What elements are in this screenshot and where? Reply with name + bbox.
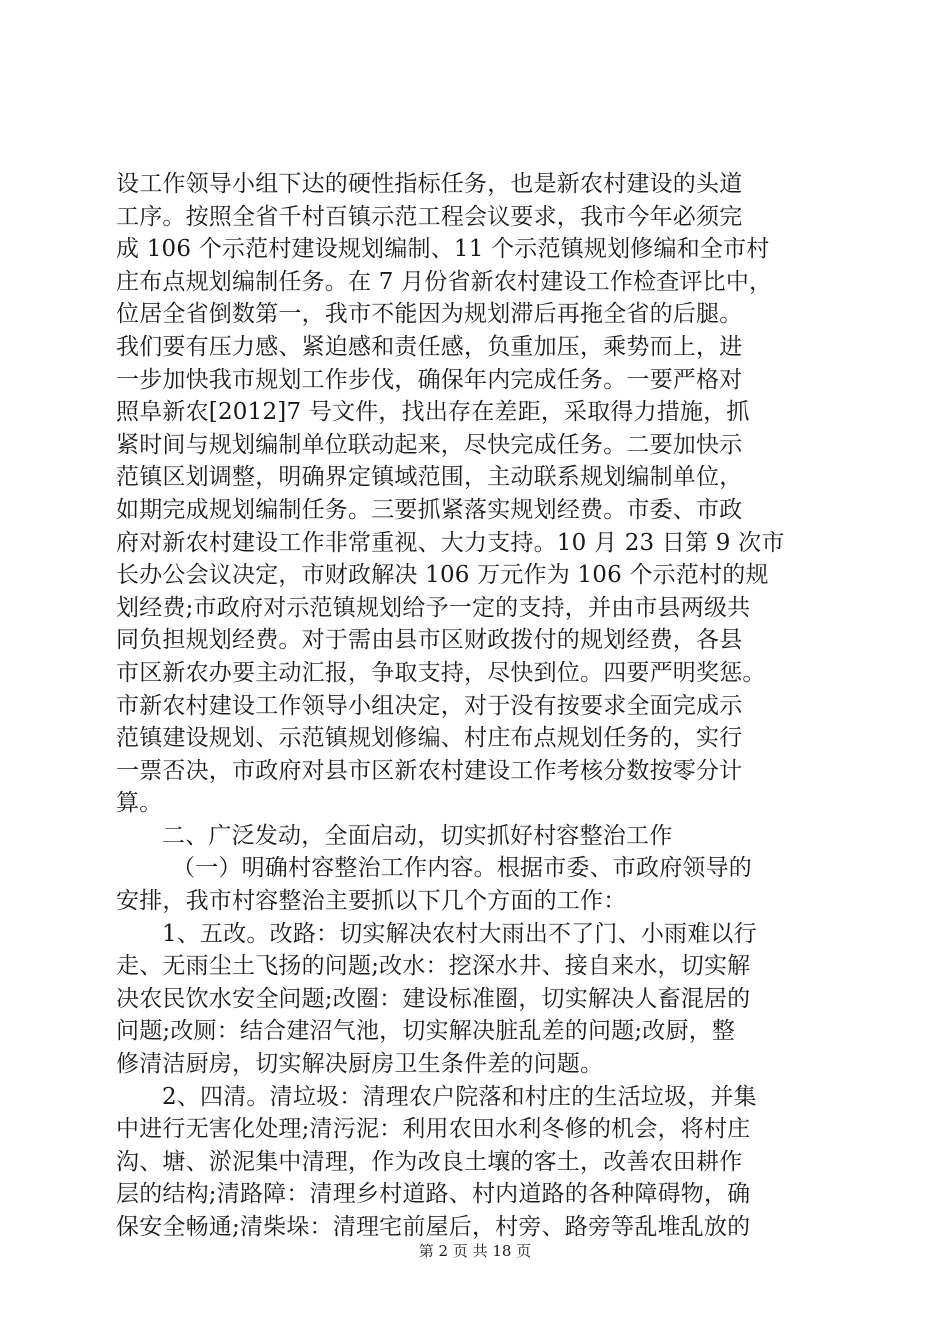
text-line: 一步加快我市规划工作步伐，确保年内完成任务。一要严格对 — [116, 366, 743, 393]
page-footer: 第 2 页 共 18 页 — [418, 1242, 532, 1260]
text-line: 如期完成规划编制任务。三要抓紧落实规划经费。市委、市政 — [116, 496, 743, 523]
text-line: 成 106 个示范村建设规划编制、11 个示范镇规划修编和全市村 — [116, 236, 770, 263]
text-line: 层的结构;清路障：清理乡村道路、村内道路的各种障碍物，确 — [116, 1181, 751, 1208]
text-line: 照阜新农[2012]7 号文件，找出存在差距，采取得力措施，抓 — [116, 399, 750, 426]
text-line: 走、无雨尘土飞扬的问题;改水：挖深水井、接自来水，切实解 — [116, 953, 751, 980]
text-line: 二、广泛发动，全面启动，切实抓好村容整治工作 — [162, 822, 673, 849]
text-line: 决农民饮水安全问题;改圈：建设标准圈，切实解决人畜混居的 — [116, 985, 751, 1012]
text-line: 市区新农办要主动汇报，争取支持，尽快到位。四要严明奖惩。 — [116, 659, 766, 686]
text-line: 沟、塘、淤泥集中清理，作为改良土壤的客土，改善农田耕作 — [116, 1148, 743, 1175]
text-line: 长办公会议决定，市财政解决 106 万元作为 106 个示范村的规 — [116, 562, 769, 589]
text-line: 一票否决，市政府对县市区新农村建设工作考核分数按零分计 — [116, 757, 743, 784]
text-line: 算。 — [116, 790, 163, 817]
text-line: 安排，我市村容整治主要抓以下几个方面的工作： — [116, 888, 627, 915]
text-line: 1、五改。改路：切实解决农村大雨出不了门、小雨难以行 — [162, 920, 757, 947]
text-line: 设工作领导小组下达的硬性指标任务，也是新农村建设的头道 — [116, 171, 743, 197]
text-line: 中进行无害化处理;清污泥：利用农田水利冬修的机会，将村庄 — [116, 1116, 751, 1143]
text-line: 位居全省倒数第一，我市不能因为规划滞后再拖全省的后腿。 — [116, 301, 743, 328]
text-line: 保安全畅通;清柴垛：清理宅前屋后，村旁、路旁等乱堆乱放的 — [116, 1214, 751, 1240]
text-line: 划经费;市政府对示范镇规划给予一定的支持，并由市县两级共 — [116, 594, 751, 621]
text-line: 2、四清。清垃圾：清理农户院落和村庄的生活垃圾，并集 — [162, 1083, 757, 1110]
text-line: 府对新农村建设工作非常重视、大力支持。10 月 23 日第 9 次市 — [116, 529, 785, 556]
text-line: 范镇区划调整，明确界定镇域范围，主动联系规划编制单位， — [116, 464, 743, 491]
text-line: 范镇建设规划、示范镇规划修编、村庄布点规划任务的，实行 — [116, 725, 743, 752]
text-line: 同负担规划经费。对于需由县市区财政拨付的规划经费，各县 — [116, 627, 743, 654]
text-line: 庄布点规划编制任务。在 7 月份省新农村建设工作检查评比中， — [116, 268, 773, 295]
text-line: （一）明确村容整治工作内容。根据市委、市政府领导的 — [172, 855, 752, 882]
text-line: 工序。按照全省千村百镇示范工程会议要求，我市今年必须完 — [116, 203, 743, 230]
document-body — [116, 168, 834, 1244]
text-line: 市新农村建设工作领导小组决定，对于没有按要求全面完成示 — [116, 692, 743, 719]
text-line: 修清洁厨房，切实解决厨房卫生条件差的问题。 — [116, 1051, 604, 1078]
text-line: 我们要有压力感、紧迫感和责任感，负重加压，乘势而上，进 — [116, 333, 743, 360]
text-line: 紧时间与规划编制单位联动起来，尽快完成任务。二要加快示 — [116, 431, 743, 458]
text-line: 问题;改厕：结合建沼气池，切实解决脏乱差的问题;改厨，整 — [116, 1018, 736, 1045]
